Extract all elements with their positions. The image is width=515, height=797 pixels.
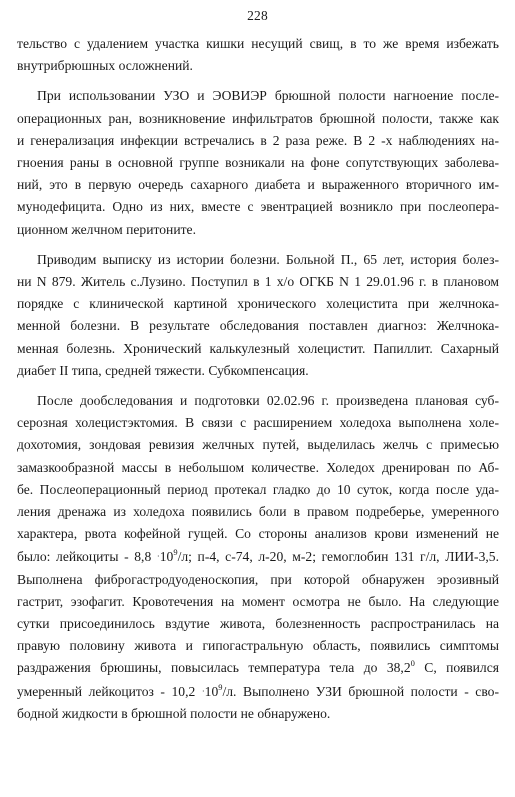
paragraph-4 [17,390,499,725]
document-body [17,33,499,725]
superscript: 0 [410,658,415,669]
text-run: /л. Выполнено УЗИ брюшной полости - сво- [222,683,499,699]
text-line: характера, рвота кофейной гущей. Со стороны анализов крови изменений не [17,526,499,542]
text-run: раздражения брюшины, повысилась температура тела до 38,2 [17,660,411,676]
text-line [17,680,499,703]
text-line: Приводим выписку из истории болезни. Больной П., 65 лет, история болез- [37,251,499,267]
text-line: ни N 879. Житель с.Лузино. Поступил в 1 х/о ОГКБ N 1 29.01.96 г. в плановом [17,274,499,290]
text-line: менной болезни. В результате обследования поставлен диагноз: Желчнока- [17,318,499,334]
paragraph-1 [17,33,499,77]
multiplication-dot: · [201,685,205,696]
text-run: С, появился [424,660,499,676]
text-line: бе. Послеоперационный период протекал гладко до 10 суток, когда после уда- [17,481,499,497]
text-line: Выполнена фиброгастродуоденоскопия, при которой обнаружен эрозивный [17,571,499,587]
page-number: 228 [247,8,268,23]
text-line: ционном желчном перитоните. [17,221,196,237]
text-line: внутрибрюшных осложнений. [17,58,193,74]
text-run: 10 [159,549,174,565]
text-line: замазкообразной массы в небольшом количестве. Холедох дренирован по Аб- [17,459,499,475]
paragraph-2 [17,85,499,240]
text-run: умеренный лейкоцитоз - 10,2 [17,683,196,699]
multiplication-dot: · [156,551,160,562]
text-line: диабет II типа, средней тяжести. Субкомпенсация. [17,362,309,378]
text-line: После дообследования и подготовки 02.02.96 г. произведена плановая суб- [37,393,499,409]
text-line: гастрит, эзофагит. Кровотечения на момент осмотра не было. На следующие [17,593,499,609]
text-line: мунодефицита. Одно из них, вместе с эвентрацией возникло при послеопера- [17,199,499,215]
text-line: серозная холецистэктомия. В связи с расширением холедоха выполнена холе- [17,415,499,431]
text-line: операционных ран, возникновение инфильтратов брюшной полости, также как [17,110,499,126]
text-line: дохотомия, зондовая ревизия желчных путей, выделилась желчь с примесью [17,437,499,453]
text-run: 10 [204,683,219,699]
text-line: и генерализация инфекции встречались в 2 раза реже. В 2 -х наблюдениях на- [17,132,499,148]
text-line: ления дренажа из холедоха появились боли в правом подреберье, умеренного [17,504,499,520]
text-run: /л; п-4, с-74, л-20, м-2; гемоглобин 131 г/л, ЛИИ-3,5. [177,549,499,565]
paragraph-3 [17,249,499,382]
text-line: сутки присоединилось вздутие живота, болезненность распространилась на [17,616,499,632]
text-line [17,657,499,679]
text-line: тельство с удалением участка кишки несущий свищ, в то же время избежать [17,36,499,51]
superscript: 9 [173,547,178,558]
text-line [17,545,499,568]
text-line: бодной жидкости в брюшной полости не обнаружено. [17,705,331,721]
text-line: ний, это в первую очередь сахарного диабета и выраженного вторичного им- [17,177,499,193]
text-run: было: лейкоциты - 8,8 [17,549,152,565]
text-line: менная болезнь. Хронический калькулезный холецистит. Папиллит. Сахарный [17,340,499,356]
text-line: правую половину живота и гипогастральную область, появились симптомы [17,638,499,654]
superscript: 9 [218,681,223,692]
text-line: порядке с клинической картиной хронического холецистита при желчнока- [17,296,499,312]
text-line: гноения раны в основной группе возникали на фоне сопутствующих заболева- [17,155,499,171]
text-line: При использовании УЗО и ЭОВИЭР брюшной полости нагноение после- [37,88,499,104]
